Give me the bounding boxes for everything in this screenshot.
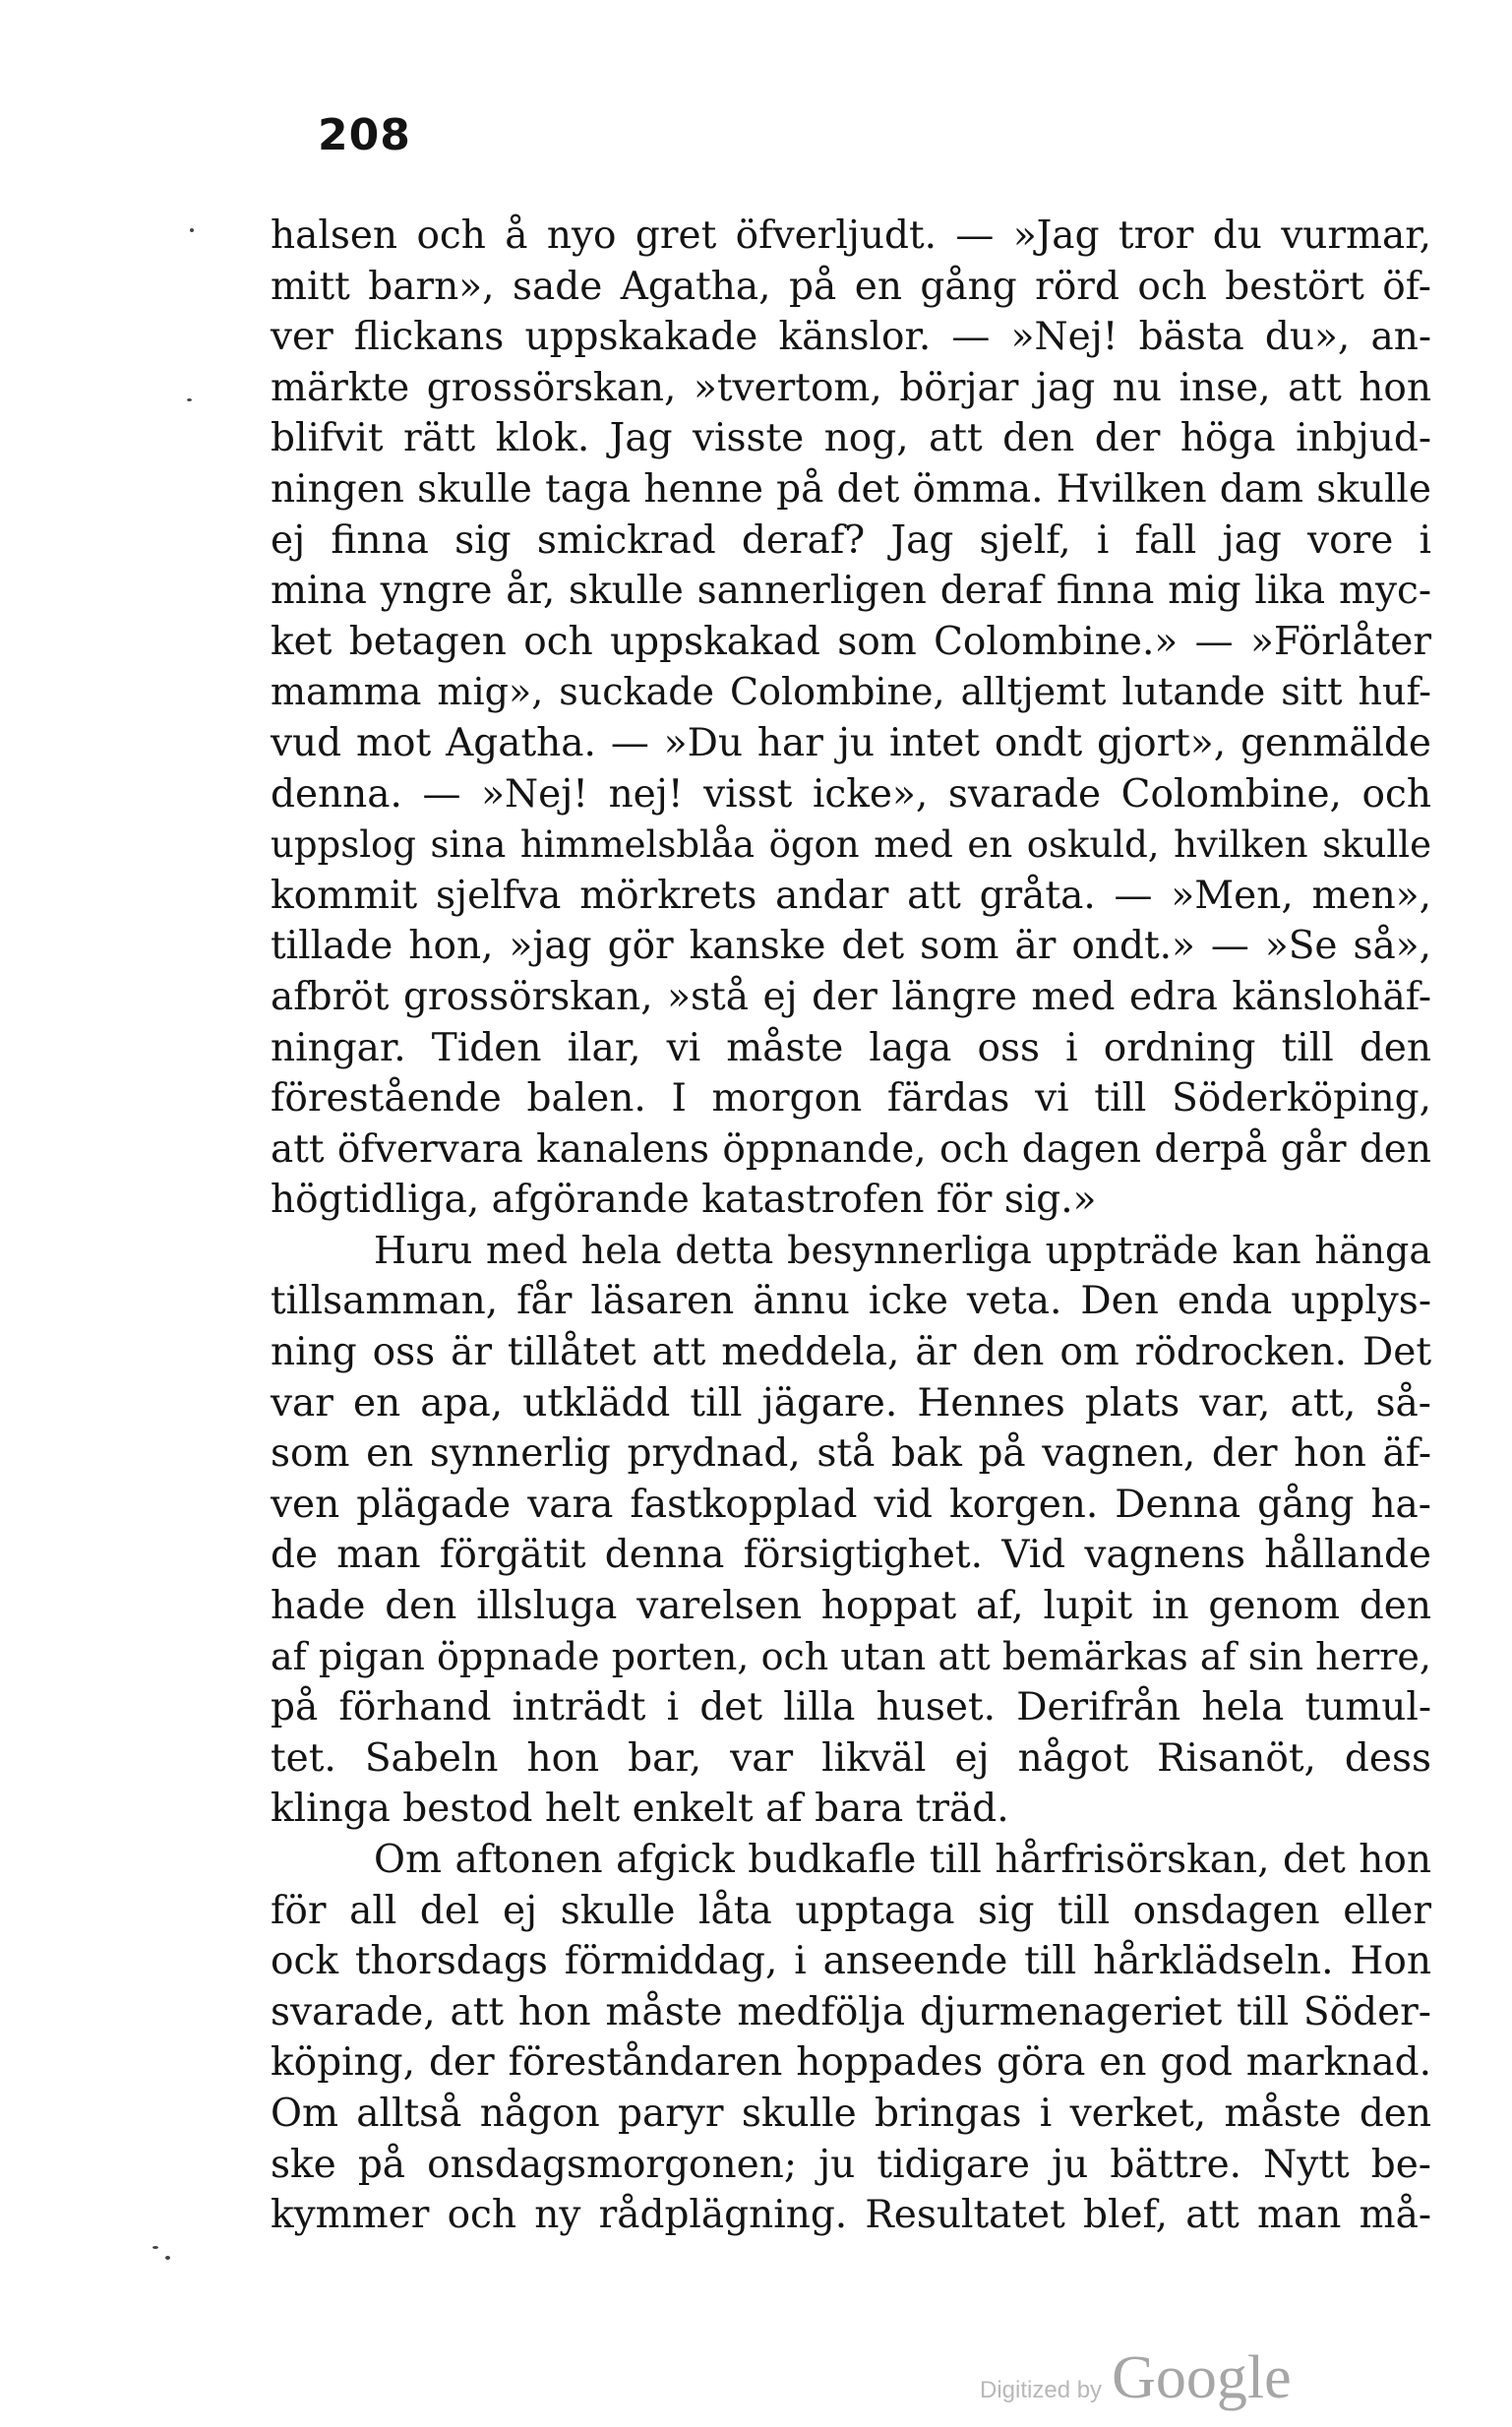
text-line: tillade hon, »jag gör kanske det som är ondt.» — »Se så», <box>271 924 1431 969</box>
text-line: tet. Sabeln hon bar, var likväl ej något Risanöt, dess <box>271 1735 1431 1781</box>
text-line: ej finna sig smickrad deraf? Jag sjelf, i fall jag vore i <box>271 517 1431 563</box>
google-logo: Google <box>1112 2344 1292 2411</box>
text-line: ske på onsdagsmorgonen; ju tidigare ju bättre. Nytt be- <box>271 2142 1431 2187</box>
text-line: denna. — »Nej! nej! visst icke», svarade Colombine, och <box>271 771 1431 817</box>
digitized-label: Digitized by <box>980 2377 1103 2403</box>
text-line: blifvit rätt klok. Jag visste nog, att den der höga inbjud- <box>271 416 1431 461</box>
text-line: högtidliga, afgörande katastrofen för sig.» <box>271 1178 1097 1223</box>
text-line: ven plägade vara fastkopplad vid korgen. Denna gång ha- <box>271 1482 1431 1527</box>
text-line: halsen och å nyo gret öfverljudt. — »Jag tror du vurmar, <box>271 213 1431 258</box>
text-line: mamma mig», suckade Colombine, alltjemt lutande sitt huf- <box>271 670 1431 714</box>
text-line: märkte grossörskan, »tvertom, börjar jag nu inse, att hon <box>271 365 1431 410</box>
text-line: svarade, att hon måste medfölja djurmenageriet till Söder- <box>271 1989 1431 2034</box>
text-line: Om aftonen afgick budkafle till hårfrisörskan, det hon <box>374 1838 1431 1882</box>
text-line: köping, der föreståndaren hoppades göra en god marknad. <box>271 2040 1431 2086</box>
text-line: förestående balen. I morgon färdas vi till Söderköping, <box>271 1076 1431 1122</box>
text-line: Huru med hela detta besynnerliga uppträde kan hänga <box>374 1228 1431 1272</box>
text-line: som en synnerlig prydnad, stå bak på vagnen, der hon äf- <box>271 1431 1431 1477</box>
digitized-watermark <box>980 2343 1292 2413</box>
text-line: uppslog sina himmelsblåa ögon med en oskuld, hvilken skulle <box>271 823 1431 867</box>
text-line: ock thorsdags förmiddag, i anseende till hårklädseln. Hon <box>271 1939 1431 1984</box>
text-line: af pigan öppnade porten, och utan att bemärkas af sin herre, <box>271 1634 1431 1678</box>
text-line: tillsamman, får läsaren ännu icke veta. Den enda upplys- <box>271 1279 1431 1324</box>
margin-speck <box>152 2246 158 2249</box>
text-line: ning oss är tillåtet att meddela, är den om rödrocken. Det <box>271 1330 1431 1375</box>
text-line: på förhand inträdt i det lilla huset. Derifrån hela tumul- <box>271 1685 1431 1730</box>
text-line: de man förgätit denna försigtighet. Vid vagnens hållande <box>271 1533 1431 1578</box>
text-line: mitt barn», sade Agatha, på en gång rörd och bestört öf- <box>271 264 1431 309</box>
text-line: vud mot Agatha. — »Du har ju intet ondt gjort», genmälde <box>271 720 1431 765</box>
text-line: var en apa, utklädd till jägare. Hennes plats var, att, så- <box>271 1380 1431 1426</box>
text-line: kommit sjelfva mörkrets andar att gråta. — »Men, men», <box>271 873 1431 918</box>
text-line: Om alltså någon paryr skulle bringas i verket, måste den <box>271 2091 1431 2136</box>
margin-speck <box>165 2256 170 2260</box>
body-text <box>271 211 1431 2241</box>
text-line: ningen skulle taga henne på det ömma. Hvilken dam skulle <box>271 466 1431 512</box>
text-line: kymmer och ny rådplägning. Resultatet blef, att man må- <box>271 2193 1431 2238</box>
text-line: ver flickans uppskakade känslor. — »Nej! bästa du», an- <box>271 315 1431 360</box>
text-line: att öfvervara kanalens öppnande, och dagen derpå går den <box>271 1126 1431 1172</box>
text-line: mina yngre år, skulle sannerligen deraf finna mig lika myc- <box>271 569 1431 614</box>
text-line: klinga bestod helt enkelt af bara träd. <box>271 1787 1009 1832</box>
text-line: afbröt grossörskan, »stå ej der längre med edra känslohäf- <box>271 974 1431 1019</box>
text-line: ket betagen och uppskakad som Colombine.» — »Förlåter <box>271 619 1431 664</box>
page-number: 208 <box>318 110 411 160</box>
text-line: hade den illsluga varelsen hoppat af, lupit in genom den <box>271 1584 1431 1629</box>
text-line: för all del ej skulle låta upptaga sig till onsdagen eller <box>271 1888 1431 1933</box>
text-line: ningar. Tiden ilar, vi måste laga oss i ordning till den <box>271 1025 1431 1070</box>
margin-speck <box>187 398 192 401</box>
margin-speck <box>190 228 194 232</box>
